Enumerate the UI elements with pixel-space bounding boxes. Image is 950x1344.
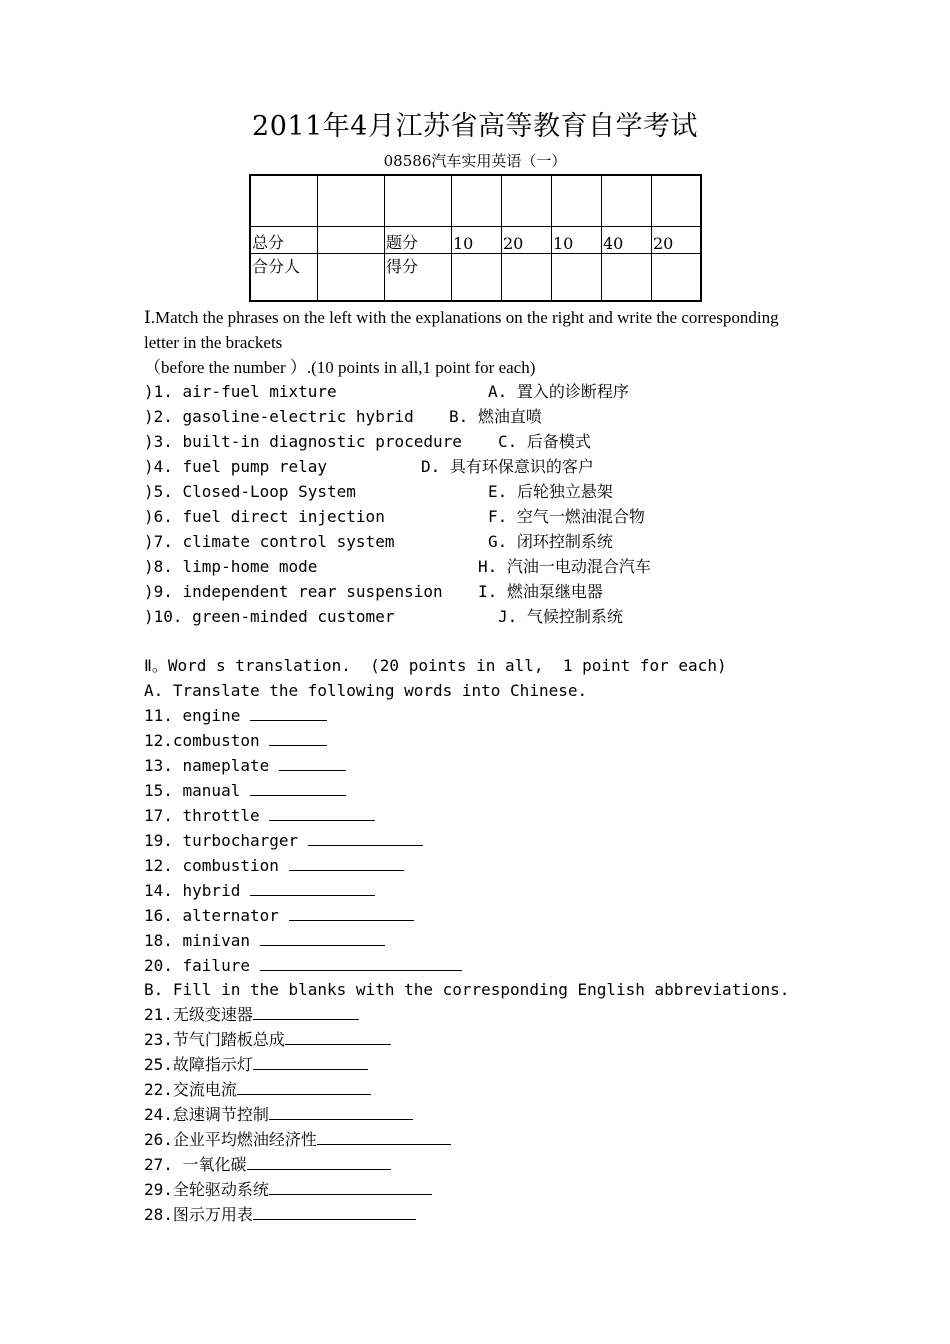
match-item-explanation: G. 闭环控制系统 <box>488 532 613 551</box>
match-item-explanation: B. 燃油直喷 <box>449 407 542 426</box>
abbreviation-item <box>144 1152 391 1177</box>
match-item-phrase: )7. climate control system <box>144 532 395 551</box>
translation-item-word: 19. turbocharger <box>144 831 299 850</box>
answer-blank[interactable] <box>308 829 423 846</box>
translation-item <box>144 828 423 853</box>
answer-blank[interactable] <box>260 929 385 946</box>
answer-blank[interactable] <box>285 1028 391 1045</box>
match-item-phrase: )10. green-minded customer <box>144 607 395 626</box>
match-item-phrase: )9. independent rear suspension <box>144 582 443 601</box>
translation-item-word: 17. throttle <box>144 806 260 825</box>
match-item-phrase: )5. Closed-Loop System <box>144 482 356 501</box>
abbreviation-item <box>144 1077 371 1102</box>
match-item-phrase: )6. fuel direct injection <box>144 507 385 526</box>
score-cell <box>652 254 702 302</box>
translation-item <box>144 778 346 803</box>
abbreviation-item-term: 27. 一氧化碳 <box>144 1155 247 1174</box>
score-table-row <box>250 254 701 302</box>
translation-item <box>144 928 385 953</box>
section2-heading: Ⅱ。Word s translation. (20 points in all, 1 point for each) <box>144 656 727 675</box>
translation-item <box>144 953 462 978</box>
translation-item <box>144 703 327 728</box>
translation-item-word: 12. combustion <box>144 856 279 875</box>
translation-item-word: 13. nameplate <box>144 756 270 775</box>
score-cell <box>452 254 502 302</box>
abbreviation-item-term: 23.节气门踏板总成 <box>144 1030 285 1049</box>
match-item-phrase: )2. gasoline-electric hybrid <box>144 407 414 426</box>
translation-item-word: 11. engine <box>144 706 241 725</box>
score-cell <box>502 175 552 227</box>
translation-item <box>144 878 375 903</box>
match-item-phrase: )8. limp-home mode <box>144 557 318 576</box>
match-item-explanation: E. 后轮独立悬架 <box>488 482 613 501</box>
score-cell <box>652 175 702 227</box>
abbreviation-item <box>144 1127 451 1152</box>
translation-item-word: 14. hybrid <box>144 881 241 900</box>
answer-blank[interactable] <box>237 1078 371 1095</box>
score-cell <box>552 254 602 302</box>
score-cell <box>250 175 318 227</box>
translation-item <box>144 853 404 878</box>
answer-blank[interactable] <box>260 954 462 971</box>
translation-item <box>144 903 414 928</box>
points-value: 20 <box>502 227 552 254</box>
abbreviation-item-term: 22.交流电流 <box>144 1080 237 1099</box>
translation-item-word: 15. manual <box>144 781 241 800</box>
answer-blank[interactable] <box>250 779 346 796</box>
score-cell <box>552 175 602 227</box>
abbreviation-item <box>144 1002 359 1027</box>
abbreviation-item <box>144 1202 416 1227</box>
answer-blank[interactable] <box>317 1128 451 1145</box>
answer-blank[interactable] <box>247 1153 391 1170</box>
abbreviation-item <box>144 1177 432 1202</box>
score-cell <box>385 175 452 227</box>
exam-subtitle: 08586汽车实用英语（一） <box>383 152 567 170</box>
points-value: 10 <box>552 227 602 254</box>
grader-label: 合分人 <box>250 254 318 302</box>
translation-item <box>144 753 346 778</box>
score-cell <box>318 254 385 302</box>
match-item-explanation: D. 具有环保意识的客户 <box>421 457 594 476</box>
answer-blank[interactable] <box>253 1203 416 1220</box>
obtained-score-label: 得分 <box>385 254 452 302</box>
match-item-phrase: )3. built-in diagnostic procedure <box>144 432 462 451</box>
points-value: 10 <box>452 227 502 254</box>
abbreviation-item <box>144 1102 413 1127</box>
abbreviation-item-term: 28.图示万用表 <box>144 1205 253 1224</box>
answer-blank[interactable] <box>269 1103 413 1120</box>
answer-blank[interactable] <box>269 1178 432 1195</box>
abbreviation-item-term: 21.无级变速器 <box>144 1005 253 1024</box>
answer-blank[interactable] <box>253 1053 368 1070</box>
match-item-phrase: )4. fuel pump relay <box>144 457 328 476</box>
translation-item-word: 18. minivan <box>144 931 250 950</box>
translation-item <box>144 803 375 828</box>
match-item-explanation: C. 后备模式 <box>498 432 591 451</box>
answer-blank[interactable] <box>250 879 375 896</box>
answer-blank[interactable] <box>250 704 327 721</box>
total-score-label: 总分 <box>250 227 318 254</box>
abbreviation-item <box>144 1052 368 1077</box>
answer-blank[interactable] <box>269 804 375 821</box>
answer-blank[interactable] <box>289 904 414 921</box>
abbreviation-item-term: 26.企业平均燃油经济性 <box>144 1130 317 1149</box>
section1-instruction-cont: （before the number ）.(10 points in all,1 point for each) <box>144 358 536 377</box>
points-value: 40 <box>602 227 652 254</box>
partB-heading: B. Fill in the blanks with the corresponding English abbreviations. <box>144 980 790 999</box>
match-item-explanation: F. 空气一燃油混合物 <box>488 507 645 526</box>
score-table-row <box>250 227 701 254</box>
match-item-explanation: J. 气候控制系统 <box>498 607 623 626</box>
partA-heading: A. Translate the following words into Chinese. <box>144 681 588 700</box>
translation-item-word: 16. alternator <box>144 906 279 925</box>
translation-item-word: 12.combuston <box>144 731 260 750</box>
score-table <box>249 174 702 302</box>
abbreviation-item-term: 29.全轮驱动系统 <box>144 1180 269 1199</box>
score-cell <box>602 254 652 302</box>
points-value: 20 <box>652 227 702 254</box>
match-item-explanation: A. 置入的诊断程序 <box>488 382 629 401</box>
question-points-label: 题分 <box>385 227 452 254</box>
section1-instruction: Ⅰ.Match the phrases on the left with the explanations on the right and write the corresponding letter in the brackets <box>144 308 779 352</box>
match-item-explanation: H. 汽油一电动混合汽车 <box>478 557 651 576</box>
answer-blank[interactable] <box>279 754 346 771</box>
match-item-explanation: I. 燃油泵继电器 <box>478 582 603 601</box>
score-cell <box>452 175 502 227</box>
exam-title: 2011年4月江苏省高等教育自学考试 <box>252 111 698 142</box>
score-cell <box>318 227 385 254</box>
translation-item <box>144 728 327 753</box>
score-cell <box>602 175 652 227</box>
translation-item-word: 20. failure <box>144 956 250 975</box>
score-table-row <box>250 175 701 227</box>
score-cell <box>502 254 552 302</box>
score-cell <box>318 175 385 227</box>
answer-blank[interactable] <box>269 729 327 746</box>
answer-blank[interactable] <box>289 854 404 871</box>
abbreviation-item-term: 25.故障指示灯 <box>144 1055 253 1074</box>
abbreviation-item-term: 24.怠速调节控制 <box>144 1105 269 1124</box>
answer-blank[interactable] <box>253 1003 359 1020</box>
match-item-phrase: )1. air-fuel mixture <box>144 382 337 401</box>
abbreviation-item <box>144 1027 391 1052</box>
